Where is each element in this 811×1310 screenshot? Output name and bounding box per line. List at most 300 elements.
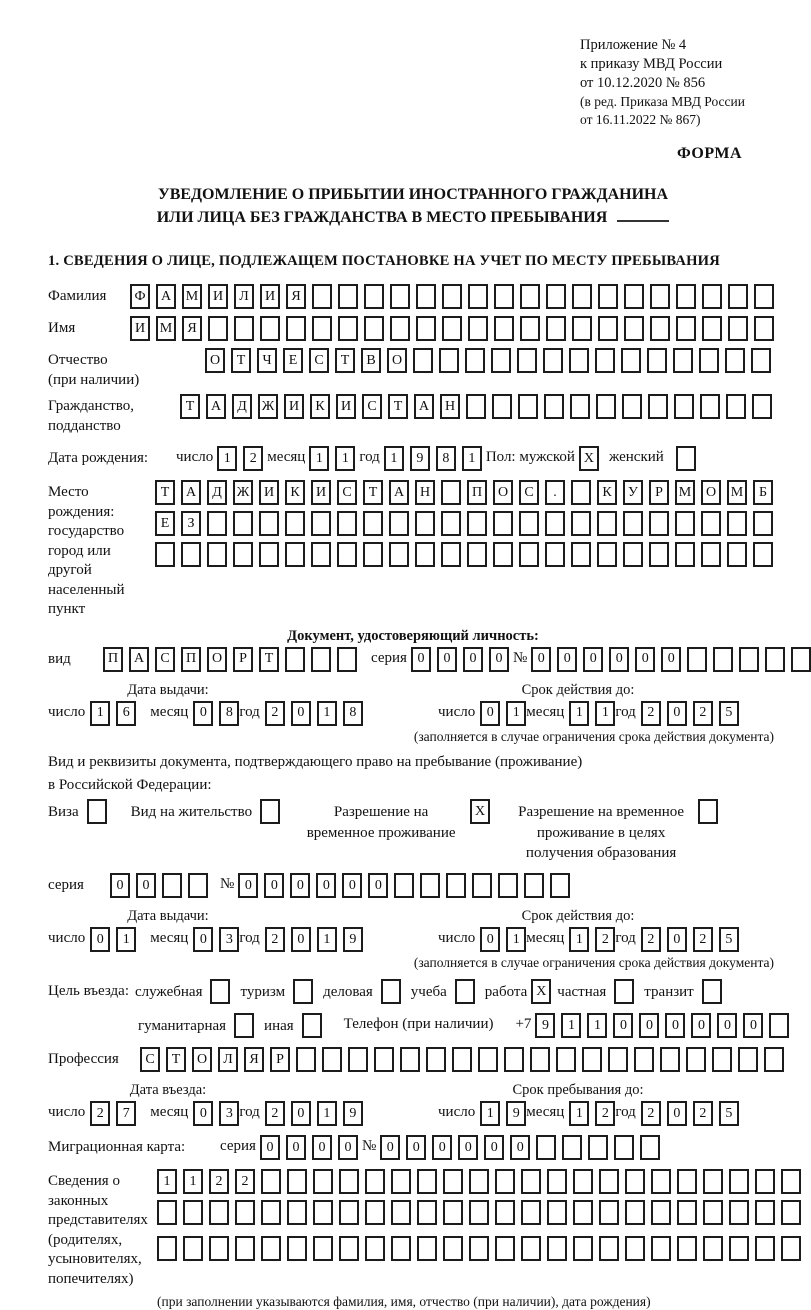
char-box[interactable] [738,1047,758,1072]
char-box[interactable]: Е [283,348,303,373]
char-box[interactable]: 1 [506,701,526,726]
char-box[interactable]: Р [649,480,669,505]
char-box[interactable] [547,1200,567,1225]
char-box[interactable] [545,542,565,567]
char-box[interactable]: 0 [368,873,388,898]
birthplace-line3-input[interactable] [155,542,773,567]
char-box[interactable] [674,394,694,419]
char-box[interactable]: И [260,284,280,309]
char-box[interactable] [624,316,644,341]
char-box[interactable] [524,873,544,898]
char-box[interactable]: 0 [480,927,500,952]
char-box[interactable]: 9 [535,1013,555,1038]
char-box[interactable]: С [362,394,382,419]
char-box[interactable] [494,284,514,309]
char-box[interactable]: 0 [437,647,457,672]
char-box[interactable]: 1 [183,1169,203,1194]
char-box[interactable] [573,1236,593,1261]
char-box[interactable] [728,316,748,341]
entry-day-input[interactable] [90,1101,136,1126]
char-box[interactable] [634,1047,654,1072]
char-box[interactable] [183,1200,203,1225]
char-box[interactable]: С [519,480,539,505]
char-box[interactable] [365,1169,385,1194]
char-box[interactable] [781,1200,801,1225]
char-box[interactable] [313,1200,333,1225]
char-box[interactable] [686,1047,706,1072]
char-box[interactable]: Т [180,394,200,419]
char-box[interactable] [765,647,785,672]
char-box[interactable]: О [207,647,227,672]
char-box[interactable]: 1 [317,927,337,952]
res-expiry-day-input[interactable] [480,927,526,952]
char-box[interactable] [701,542,721,567]
char-box[interactable]: 0 [291,701,311,726]
char-box[interactable] [363,542,383,567]
char-box[interactable] [739,647,759,672]
char-box[interactable] [599,1169,619,1194]
char-box[interactable] [183,1236,203,1261]
char-box[interactable] [400,1047,420,1072]
migration-number-input[interactable] [380,1135,660,1160]
issue-month-input[interactable] [193,701,239,726]
char-box[interactable] [337,542,357,567]
char-box[interactable] [521,1169,541,1194]
char-box[interactable]: 9 [343,1101,363,1126]
expiry-year-input[interactable] [641,701,739,726]
char-box[interactable] [650,284,670,309]
representatives-line3-input[interactable] [157,1236,801,1261]
res-doc-number-input[interactable] [238,873,570,898]
char-box[interactable] [703,1169,723,1194]
char-box[interactable] [260,799,280,824]
char-box[interactable] [649,511,669,536]
char-box[interactable]: 0 [316,873,336,898]
char-box[interactable]: 1 [217,446,237,471]
char-box[interactable]: 1 [506,927,526,952]
char-box[interactable]: А [206,394,226,419]
char-box[interactable]: Д [207,480,227,505]
char-box[interactable]: 0 [661,647,681,672]
char-box[interactable] [675,511,695,536]
char-box[interactable]: 2 [90,1101,110,1126]
char-box[interactable] [545,511,565,536]
char-box[interactable]: 3 [219,1101,239,1126]
char-box[interactable] [188,873,208,898]
char-box[interactable] [443,1236,463,1261]
char-box[interactable] [675,542,695,567]
char-box[interactable]: С [155,647,175,672]
surname-input[interactable] [130,284,774,309]
char-box[interactable] [519,542,539,567]
char-box[interactable]: 9 [343,927,363,952]
char-box[interactable] [753,542,773,567]
char-box[interactable]: 1 [90,701,110,726]
residence-permit-checkbox[interactable] [260,799,280,824]
char-box[interactable]: 0 [635,647,655,672]
char-box[interactable] [312,316,332,341]
birthplace-line2-input[interactable] [155,511,773,536]
char-box[interactable] [547,1236,567,1261]
birth-day-input[interactable] [217,446,263,471]
char-box[interactable] [313,1169,333,1194]
char-box[interactable]: 7 [116,1101,136,1126]
representatives-line2-input[interactable] [157,1200,801,1225]
char-box[interactable] [726,394,746,419]
char-box[interactable]: П [467,480,487,505]
char-box[interactable]: 9 [506,1101,526,1126]
char-box[interactable] [676,316,696,341]
char-box[interactable] [413,348,433,373]
char-box[interactable]: 0 [717,1013,737,1038]
char-box[interactable]: Ч [257,348,277,373]
char-box[interactable]: Ж [258,394,278,419]
char-box[interactable]: 0 [480,701,500,726]
char-box[interactable]: О [387,348,407,373]
char-box[interactable]: 0 [193,1101,213,1126]
char-box[interactable] [614,979,634,1004]
profession-input[interactable] [140,1047,784,1072]
char-box[interactable] [701,511,721,536]
firstname-input[interactable] [130,316,774,341]
char-box[interactable] [469,1236,489,1261]
char-box[interactable]: И [130,316,150,341]
char-box[interactable] [546,284,566,309]
char-box[interactable] [337,647,357,672]
char-box[interactable] [391,1169,411,1194]
char-box[interactable]: И [259,480,279,505]
char-box[interactable]: 0 [639,1013,659,1038]
char-box[interactable]: 2 [693,1101,713,1126]
char-box[interactable]: 0 [260,1135,280,1160]
stay-day-input[interactable] [480,1101,526,1126]
char-box[interactable] [725,348,745,373]
char-box[interactable]: 0 [264,873,284,898]
char-box[interactable] [233,542,253,567]
char-box[interactable] [698,799,718,824]
visa-checkbox[interactable] [87,799,107,824]
char-box[interactable] [727,511,747,536]
char-box[interactable] [521,1200,541,1225]
char-box[interactable] [261,1169,281,1194]
char-box[interactable]: 1 [595,701,615,726]
char-box[interactable]: Н [440,394,460,419]
char-box[interactable]: Я [182,316,202,341]
char-box[interactable] [520,316,540,341]
char-box[interactable]: Л [234,284,254,309]
char-box[interactable] [562,1135,582,1160]
char-box[interactable] [623,511,643,536]
char-box[interactable] [623,542,643,567]
char-box[interactable]: 0 [667,1101,687,1126]
char-box[interactable]: Л [218,1047,238,1072]
birth-year-input[interactable] [384,446,482,471]
res-expiry-year-input[interactable] [641,927,739,952]
birth-month-input[interactable] [309,446,355,471]
stay-year-input[interactable] [641,1101,739,1126]
char-box[interactable] [285,511,305,536]
char-box[interactable]: 0 [432,1135,452,1160]
char-box[interactable] [676,284,696,309]
char-box[interactable]: 0 [193,927,213,952]
char-box[interactable] [261,1236,281,1261]
char-box[interactable] [547,1169,567,1194]
char-box[interactable]: Т [155,480,175,505]
char-box[interactable] [157,1200,177,1225]
char-box[interactable]: О [205,348,225,373]
char-box[interactable] [573,1200,593,1225]
id-doc-number-input[interactable] [531,647,811,672]
res-issue-year-input[interactable] [265,927,363,952]
char-box[interactable] [621,348,641,373]
char-box[interactable] [365,1200,385,1225]
char-box[interactable]: М [182,284,202,309]
char-box[interactable] [302,1013,322,1038]
res-expiry-month-input[interactable] [569,927,615,952]
char-box[interactable] [390,284,410,309]
char-box[interactable] [416,284,436,309]
char-box[interactable]: О [493,480,513,505]
char-box[interactable]: 0 [743,1013,763,1038]
char-box[interactable] [322,1047,342,1072]
char-box[interactable] [650,316,670,341]
char-box[interactable]: 2 [265,927,285,952]
char-box[interactable]: 2 [641,927,661,952]
char-box[interactable]: 5 [719,701,739,726]
char-box[interactable] [751,348,771,373]
char-box[interactable] [391,1200,411,1225]
char-box[interactable] [285,542,305,567]
char-box[interactable]: 0 [238,873,258,898]
sex-male-checkbox[interactable] [579,446,599,471]
char-box[interactable]: 0 [531,647,551,672]
char-box[interactable] [728,284,748,309]
char-box[interactable] [469,1169,489,1194]
purpose-transit-checkbox[interactable] [702,979,722,1004]
res-issue-day-input[interactable] [90,927,136,952]
char-box[interactable] [491,348,511,373]
char-box[interactable]: О [192,1047,212,1072]
char-box[interactable]: 2 [693,701,713,726]
char-box[interactable] [420,873,440,898]
char-box[interactable] [337,511,357,536]
char-box[interactable]: Т [363,480,383,505]
char-box[interactable] [468,284,488,309]
char-box[interactable] [287,1200,307,1225]
char-box[interactable] [598,284,618,309]
char-box[interactable] [517,348,537,373]
char-box[interactable] [441,480,461,505]
char-box[interactable] [597,542,617,567]
char-box[interactable]: Н [415,480,435,505]
char-box[interactable] [87,799,107,824]
char-box[interactable] [729,1200,749,1225]
char-box[interactable]: М [727,480,747,505]
char-box[interactable] [494,316,514,341]
char-box[interactable]: 0 [286,1135,306,1160]
char-box[interactable] [676,446,696,471]
representatives-line1-input[interactable] [157,1169,801,1194]
char-box[interactable] [207,511,227,536]
char-box[interactable] [755,1236,775,1261]
char-box[interactable]: А [389,480,409,505]
stay-month-input[interactable] [569,1101,615,1126]
char-box[interactable]: 0 [463,647,483,672]
char-box[interactable]: 0 [510,1135,530,1160]
char-box[interactable] [588,1135,608,1160]
id-doc-kind-input[interactable] [103,647,357,672]
char-box[interactable] [493,542,513,567]
char-box[interactable] [234,316,254,341]
char-box[interactable]: 0 [458,1135,478,1160]
char-box[interactable] [769,1013,789,1038]
char-box[interactable] [233,511,253,536]
char-box[interactable] [660,1047,680,1072]
char-box[interactable]: Ж [233,480,253,505]
char-box[interactable] [599,1200,619,1225]
char-box[interactable] [781,1169,801,1194]
char-box[interactable] [287,1169,307,1194]
char-box[interactable] [651,1236,671,1261]
char-box[interactable]: 1 [561,1013,581,1038]
char-box[interactable]: Т [166,1047,186,1072]
char-box[interactable]: Т [335,348,355,373]
char-box[interactable]: 1 [309,446,329,471]
purpose-tourism-checkbox[interactable] [293,979,313,1004]
char-box[interactable] [651,1200,671,1225]
char-box[interactable]: 8 [436,446,456,471]
char-box[interactable]: 1 [157,1169,177,1194]
char-box[interactable]: 0 [290,873,310,898]
entry-year-input[interactable] [265,1101,363,1126]
char-box[interactable]: 0 [291,927,311,952]
char-box[interactable]: 2 [243,446,263,471]
char-box[interactable] [571,511,591,536]
char-box[interactable] [764,1047,784,1072]
char-box[interactable] [181,542,201,567]
char-box[interactable]: 0 [110,873,130,898]
char-box[interactable] [504,1047,524,1072]
char-box[interactable] [571,542,591,567]
char-box[interactable] [416,316,436,341]
char-box[interactable] [313,1236,333,1261]
char-box[interactable]: И [311,480,331,505]
char-box[interactable] [391,1236,411,1261]
char-box[interactable]: 1 [569,701,589,726]
char-box[interactable]: 8 [219,701,239,726]
patronymic-input[interactable] [205,348,771,373]
char-box[interactable] [493,511,513,536]
char-box[interactable]: К [285,480,305,505]
char-box[interactable]: Р [233,647,253,672]
char-box[interactable]: Р [270,1047,290,1072]
char-box[interactable] [572,284,592,309]
char-box[interactable] [702,316,722,341]
res-issue-month-input[interactable] [193,927,239,952]
char-box[interactable]: 0 [667,701,687,726]
char-box[interactable]: 9 [410,446,430,471]
char-box[interactable] [472,873,492,898]
char-box[interactable] [729,1169,749,1194]
char-box[interactable]: Б [753,480,773,505]
char-box[interactable] [625,1200,645,1225]
char-box[interactable] [311,647,331,672]
char-box[interactable] [599,1236,619,1261]
issue-day-input[interactable] [90,701,136,726]
char-box[interactable] [752,394,772,419]
char-box[interactable]: 0 [613,1013,633,1038]
char-box[interactable]: 0 [291,1101,311,1126]
char-box[interactable] [339,1169,359,1194]
char-box[interactable]: 0 [90,927,110,952]
issue-year-input[interactable] [265,701,363,726]
char-box[interactable] [791,647,811,672]
char-box[interactable]: У [623,480,643,505]
char-box[interactable]: 0 [489,647,509,672]
char-box[interactable] [364,284,384,309]
char-box[interactable] [312,284,332,309]
char-box[interactable]: 1 [462,446,482,471]
char-box[interactable] [492,394,512,419]
char-box[interactable] [595,348,615,373]
char-box[interactable] [287,1236,307,1261]
temp-residence-education-checkbox[interactable] [698,799,718,824]
char-box[interactable] [677,1236,697,1261]
char-box[interactable] [530,1047,550,1072]
char-box[interactable] [311,542,331,567]
char-box[interactable] [687,647,707,672]
char-box[interactable] [495,1200,515,1225]
char-box[interactable]: 1 [116,927,136,952]
char-box[interactable]: 2 [641,1101,661,1126]
citizenship-input[interactable] [180,394,772,419]
char-box[interactable]: Е [155,511,175,536]
char-box[interactable] [155,542,175,567]
char-box[interactable]: 2 [265,701,285,726]
char-box[interactable] [162,873,182,898]
char-box[interactable]: А [181,480,201,505]
char-box[interactable]: 2 [693,927,713,952]
char-box[interactable] [209,1236,229,1261]
char-box[interactable] [518,394,538,419]
char-box[interactable] [498,873,518,898]
purpose-humanitarian-checkbox[interactable] [234,1013,254,1038]
char-box[interactable]: 0 [609,647,629,672]
char-box[interactable] [713,647,733,672]
char-box[interactable] [467,542,487,567]
char-box[interactable] [466,394,486,419]
sex-female-checkbox[interactable] [676,446,696,471]
char-box[interactable] [543,348,563,373]
char-box[interactable] [729,1236,749,1261]
char-box[interactable] [210,979,230,1004]
char-box[interactable] [677,1200,697,1225]
char-box[interactable] [546,316,566,341]
char-box[interactable]: 0 [411,647,431,672]
char-box[interactable] [520,284,540,309]
char-box[interactable] [381,979,401,1004]
char-box[interactable] [235,1236,255,1261]
char-box[interactable] [702,284,722,309]
purpose-work-checkbox[interactable] [531,979,551,1004]
char-box[interactable]: 2 [641,701,661,726]
char-box[interactable] [442,316,462,341]
char-box[interactable]: 0 [691,1013,711,1038]
char-box[interactable] [625,1169,645,1194]
char-box[interactable] [467,511,487,536]
char-box[interactable]: 0 [583,647,603,672]
char-box[interactable] [677,1169,697,1194]
